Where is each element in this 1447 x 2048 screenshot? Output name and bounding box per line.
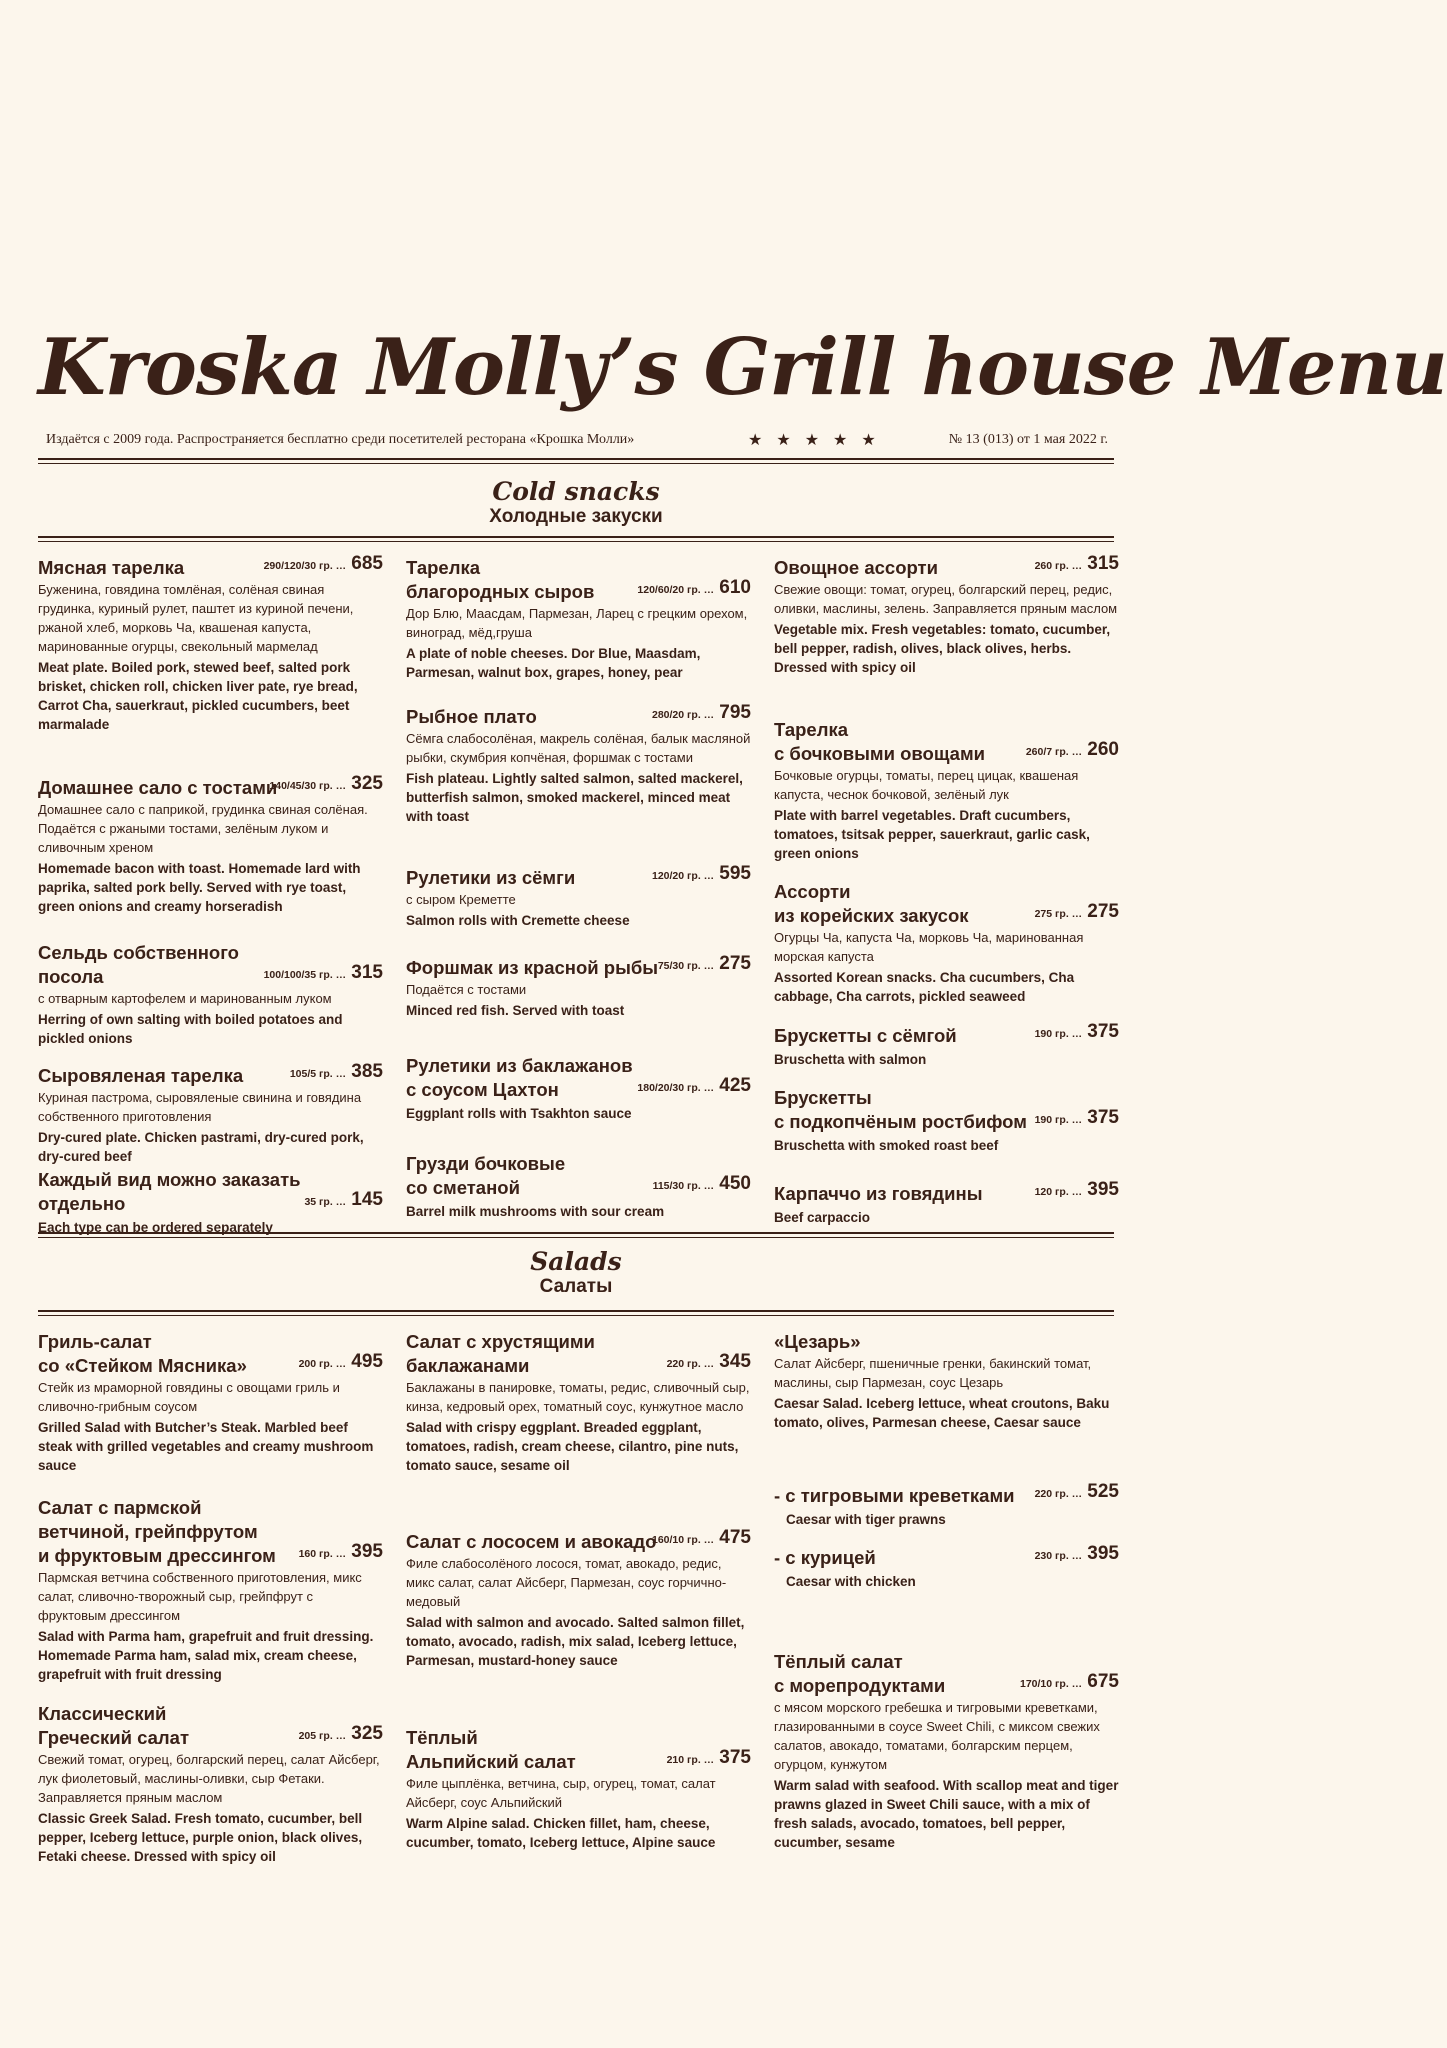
- divider: [38, 1310, 1114, 1316]
- item-description-en: Each type can be ordered separately: [38, 1220, 273, 1235]
- item-name-row: [774, 553, 1119, 580]
- item-name: и фруктовым дрессингом: [38, 1545, 276, 1566]
- item-name-line: Рулетики из баклажанов: [406, 1055, 633, 1076]
- price-group: [652, 1525, 751, 1552]
- item-description-en: Vegetable mix. Fresh vegetables: tomato, cucumber, bell pepper, radish, olives, black olives, herbs. Dressed with spicy oil: [774, 622, 1111, 675]
- menu-item: [406, 863, 751, 930]
- item-description-ru: Стейк из мраморной говядины с овощами гриль и сливочно-грибным соусом: [38, 1380, 340, 1414]
- item-name: с соусом Цахтон: [406, 1079, 559, 1100]
- item-description-en: Warm Alpine salad. Chicken fillet, ham, cheese, cucumber, tomato, Iceberg lettuce, Alpine sauce: [406, 1816, 716, 1850]
- item-name-line: Сельдь собственного: [38, 942, 239, 963]
- item-weight: 160 гр. …: [298, 1548, 347, 1560]
- item-name: Каждый вид можно заказать отдельно: [38, 1169, 301, 1214]
- menu-item: [406, 1330, 751, 1475]
- item-description-ru: Пармская ветчина собственного приготовления, микс салат, сливочно-творожный сыр, грейпфрут с фруктовым дрессингом: [38, 1570, 362, 1623]
- menu-item: [406, 702, 751, 826]
- item-weight: 115/30 гр. …: [652, 1180, 715, 1192]
- item-name-line: Тарелка: [774, 719, 849, 740]
- item-name-row: [774, 901, 1119, 928]
- menu-item: [774, 553, 1119, 677]
- item-name-row: [406, 702, 751, 729]
- menu-item: [774, 1650, 1119, 1852]
- item-name: Карпаччо из говядины: [774, 1183, 983, 1204]
- item-price: 345: [719, 1351, 751, 1372]
- item-price: 685: [351, 553, 383, 574]
- item-description-ru: Куриная пастрома, сыровяленые свинина и говядина собственного приготовления: [38, 1090, 362, 1124]
- item-name-row: [406, 1075, 751, 1102]
- item-description-en: Classic Greek Salad. Fresh tomato, cucumber, bell pepper, Iceberg lettuce, purple onion, black olives, Fetaki cheese. Dressed with spicy oil: [38, 1811, 363, 1864]
- item-description-en: Bruschetta with salmon: [774, 1052, 927, 1067]
- item-name-row: [38, 1351, 383, 1378]
- item-description-ru: Филе цыплёнка, ветчина, сыр, огурец, томат, салат Айсберг, соус Альпийский: [406, 1776, 716, 1810]
- item-description-ru: Салат Айсберг, пшеничные гренки, бакинский томат, маслины, сыр Пармезан, соус Цезарь: [774, 1356, 1092, 1390]
- item-price: 395: [351, 1541, 383, 1562]
- item-name-row: [38, 1723, 383, 1750]
- item-price: 375: [1087, 1107, 1119, 1128]
- menu-item: [38, 1496, 383, 1684]
- menu-item: [38, 1330, 383, 1475]
- item-description-ru: с мясом морского гребешка и тигровыми креветками, глазированными в соусе Sweet Chili, с миксом свежих салатов, авокадо, томатами, болгарским перцем, огурцом, кунжутом: [774, 1700, 1100, 1772]
- item-weight: 160/10 гр. …: [652, 1534, 715, 1546]
- price-group: [264, 960, 383, 987]
- menu-item: [38, 941, 383, 1048]
- item-name: Мясная тарелка: [38, 557, 185, 578]
- item-price: 275: [719, 953, 751, 974]
- price-group: [667, 1745, 751, 1772]
- item-description-en: Caesar Salad. Iceberg lettuce, wheat croutons, Baku tomato, olives, Parmesan cheese, Caesar sauce: [774, 1396, 1110, 1430]
- item-name-row: [406, 1747, 751, 1774]
- item-description-ru: Филе слабосолёного лосося, томат, авокадо, редис, микс салат, салат Айсберг, Пармезан, соус горчично-медовый: [406, 1556, 727, 1609]
- price-group: [652, 700, 751, 727]
- price-group: [658, 951, 751, 978]
- item-price: 325: [351, 1723, 383, 1744]
- item-description-ru: Домашнее сало с паприкой, грудинка свиная солёная. Подаётся с ржаными тостами, зелёным луком и сливочным хреном: [38, 802, 368, 855]
- item-name-row: [774, 1107, 1119, 1134]
- item-weight: 275 гр. …: [1034, 908, 1083, 920]
- item-weight: 180/20/30 гр. …: [637, 1082, 715, 1094]
- item-weight: 190 гр. …: [1034, 1028, 1083, 1040]
- item-name: «Цезарь»: [774, 1331, 861, 1352]
- item-name: благородных сыров: [406, 581, 595, 602]
- item-weight: 190 гр. …: [1034, 1114, 1083, 1126]
- item-description-en: Barrel milk mushrooms with sour cream: [406, 1204, 665, 1219]
- price-group: [1035, 1019, 1119, 1046]
- menu-title: Kroska Molly’s Grill house Menu: [38, 322, 1447, 413]
- item-description-en: Meat plate. Boiled pork, stewed beef, salted pork brisket, chicken roll, chicken liver pate, rye bread, Carrot Cha, sauerkraut, pickled cucumbers, beet marmalade: [38, 660, 358, 732]
- item-description-en: Assorted Korean snacks. Cha cucumbers, Cha cabbage, Cha carrots, pickled seaweed: [774, 970, 1075, 1004]
- item-description-ru: с сыром Креметте: [406, 892, 516, 907]
- menu-item: [774, 1330, 1119, 1432]
- item-price: 475: [719, 1527, 751, 1548]
- price-group: [264, 551, 383, 578]
- menu-item: [774, 1086, 1119, 1155]
- item-name: из корейских закусок: [774, 905, 969, 926]
- item-price: 395: [1087, 1543, 1119, 1564]
- item-description-en: Warm salad with seafood. With scallop meat and tiger prawns glazed in Sweet Chili sauce, with a mix of fresh salads, avocado, tomatoes, bell pepper, cucumber, sesame: [774, 1778, 1119, 1850]
- masthead-left: Издаётся с 2009 года. Распространяется бесплатно среди посетителей ресторана «Крошка Молли»: [46, 432, 635, 447]
- item-weight: 105/5 гр. …: [289, 1068, 347, 1080]
- item-description-en: Salmon rolls with Cremette cheese: [406, 913, 630, 928]
- item-name-line: Тёплый: [406, 1727, 478, 1748]
- item-name-row: [406, 863, 751, 890]
- item-price: 145: [351, 1189, 383, 1210]
- item-name: баклажанами: [406, 1355, 530, 1376]
- price-group: [1035, 1541, 1119, 1568]
- menu-item: [38, 553, 383, 734]
- item-description-en: Caesar with tiger prawns: [786, 1512, 946, 1527]
- item-name-row: [38, 962, 383, 989]
- section-title-en: Cold snacks: [492, 477, 660, 506]
- price-group: [652, 861, 751, 888]
- item-name-line: Тёплый салат: [774, 1651, 903, 1672]
- item-weight: 290/120/30 гр. …: [263, 560, 347, 572]
- item-description-en: Salad with Parma ham, grapefruit and fruit dressing. Homemade Parma ham, salad mix, cream cheese, grapefruit with fruit dressing: [38, 1629, 374, 1682]
- item-price: 450: [719, 1173, 751, 1194]
- item-name-row: [406, 1173, 751, 1200]
- item-name-line: Салат с хрустящими: [406, 1331, 595, 1352]
- item-price: 325: [351, 773, 383, 794]
- item-description-ru: с отварным картофелем и маринованным луком: [38, 991, 332, 1006]
- item-name-line: Тарелка: [406, 557, 481, 578]
- item-name: - с курицей: [774, 1547, 876, 1568]
- item-name-row: [406, 1527, 751, 1554]
- menu-item: [406, 1726, 751, 1852]
- item-description-en: Eggplant rolls with Tsakhton sauce: [406, 1106, 632, 1121]
- item-price: 395: [1087, 1179, 1119, 1200]
- item-name-row: [38, 1061, 383, 1088]
- masthead-line: [38, 432, 1114, 452]
- item-description-en: Salad with salmon and avocado. Salted salmon fillet, tomato, avocado, radish, mix salad, Iceberg lettuce, Parmesan, mustard-honey sauce: [406, 1615, 745, 1668]
- item-name-line: Гриль-салат: [38, 1331, 152, 1352]
- price-group: [667, 1349, 751, 1376]
- price-group: [1035, 1479, 1119, 1506]
- item-description-ru: Буженина, говядина томлёная, солёная свиная грудинка, куриный рулет, паштет из куриной печени, ржаной хлеб, морковь Ча, квашеная капуста, маринованные огурцы, свекольный мармелад: [38, 582, 354, 654]
- item-weight: 120/60/20 гр. …: [637, 584, 715, 596]
- price-group: [1035, 551, 1119, 578]
- item-price: 315: [351, 962, 383, 983]
- item-name-row: [38, 1168, 383, 1216]
- item-name-line: Грузди бочковые: [406, 1153, 566, 1174]
- divider: [38, 536, 1114, 542]
- item-weight: 280/20 гр. …: [652, 709, 715, 721]
- item-description-en: Salad with crispy eggplant. Breaded eggplant, tomatoes, radish, cream cheese, cilantro, pine nuts, tomato sauce, sesame oil: [406, 1420, 739, 1473]
- item-name: Домашнее сало с тостами: [38, 777, 278, 798]
- section-title-en: Salads: [530, 1247, 622, 1276]
- item-description-en: Caesar with chicken: [786, 1574, 916, 1589]
- item-name-line: Классический: [38, 1703, 167, 1724]
- item-description-ru: Сёмга слабосолёная, макрель солёная, балык масляной рыбки, скумбрия копчёная, форшмак с тостами: [406, 731, 751, 765]
- item-price: 375: [1087, 1021, 1119, 1042]
- item-name: Салат с лососем и авокадо: [406, 1531, 657, 1552]
- menu-item: [774, 718, 1119, 863]
- menu-item: [38, 773, 383, 916]
- item-name-row: [406, 953, 751, 980]
- item-price: 425: [719, 1075, 751, 1096]
- section-title-ru: Холодные закуски: [489, 506, 663, 527]
- item-price: 260: [1087, 739, 1119, 760]
- stars-icon: ★★★★★: [748, 432, 890, 449]
- item-weight: 220 гр. …: [1034, 1488, 1083, 1500]
- item-price: 610: [719, 577, 751, 598]
- item-name: с морепродуктами: [774, 1675, 946, 1696]
- item-description-ru: Баклажаны в панировке, томаты, редис, сливочный сыр, кинза, кедровый орех, томатный соус, кунжутное масло: [406, 1380, 750, 1414]
- price-group: [290, 1059, 383, 1086]
- issue-number: № 13 (013) от 1 мая 2022 г.: [948, 432, 1108, 447]
- item-name-line: Салат с пармской: [38, 1497, 202, 1518]
- item-price: 525: [1087, 1481, 1119, 1502]
- item-weight: 170/10 гр. …: [1020, 1678, 1083, 1690]
- item-price: 495: [351, 1351, 383, 1372]
- item-name: Брускетты с сёмгой: [774, 1025, 957, 1046]
- item-description-ru: Свежие овощи: томат, огурец, болгарский перец, редис, оливки, маслины, зелень. Заправляется пряным маслом: [774, 582, 1118, 616]
- item-name: - с тигровыми креветками: [774, 1485, 1015, 1506]
- item-name: Рыбное плато: [406, 706, 537, 727]
- item-name: Овощное ассорти: [774, 557, 938, 578]
- item-name-row: [406, 577, 751, 604]
- item-weight: 200 гр. …: [298, 1358, 347, 1370]
- item-name: со «Стейком Мясника»: [38, 1355, 247, 1376]
- item-weight: 75/30 гр. …: [657, 960, 715, 972]
- divider: [38, 1232, 1114, 1238]
- price-group: [1020, 1669, 1119, 1696]
- item-name-row: [774, 1543, 1119, 1570]
- price-group: [1035, 1177, 1119, 1204]
- menu-item: [774, 1543, 1119, 1591]
- item-name: Греческий салат: [38, 1727, 190, 1748]
- item-name-row: [774, 1021, 1119, 1048]
- price-group: [269, 771, 383, 798]
- salads-heading: [38, 1248, 1114, 1298]
- item-name-row: [406, 1351, 751, 1378]
- menu-item: [38, 1702, 383, 1866]
- menu-item: [774, 1179, 1119, 1227]
- price-group: [637, 1073, 751, 1100]
- menu-item: [38, 1061, 383, 1166]
- price-group: [299, 1349, 383, 1376]
- price-group: [299, 1539, 383, 1566]
- menu-item: [774, 880, 1119, 1006]
- item-weight: 260/7 гр. …: [1025, 746, 1083, 758]
- divider: [38, 458, 1114, 464]
- item-description-ru: Свежий томат, огурец, болгарский перец, салат Айсберг, лук фиолетовый, маслины-оливки, сыр Фетаки. Заправляется пряным маслом: [38, 1752, 380, 1805]
- item-description-en: Beef carpaccio: [774, 1210, 871, 1225]
- price-group: [304, 1187, 383, 1214]
- item-weight: 205 гр. …: [298, 1730, 347, 1742]
- menu-item: [774, 1481, 1119, 1529]
- item-description-ru: Дор Блю, Маасдам, Пармезан, Ларец с грецким орехом, виноград, мёд,груша: [406, 606, 748, 640]
- price-group: [1035, 899, 1119, 926]
- item-price: 385: [351, 1061, 383, 1082]
- item-description-ru: Бочковые огурцы, томаты, перец цицак, квашеная капуста, чеснок бочковой, зелёный лук: [774, 768, 1079, 802]
- item-name-row: [774, 1330, 1119, 1354]
- item-name: Альпийский салат: [406, 1751, 576, 1772]
- item-name: с бочковыми овощами: [774, 743, 986, 764]
- item-weight: 220 гр. …: [666, 1358, 715, 1370]
- price-group: [1026, 737, 1119, 764]
- item-description-en: Plate with barrel vegetables. Draft cucumbers, tomatoes, tsitsak pepper, sauerkraut, garlic cask, green onions: [774, 808, 1090, 861]
- item-description-en: A plate of noble cheeses. Dor Blue, Maasdam, Parmesan, walnut box, grapes, honey, pear: [406, 646, 701, 680]
- menu-item: [774, 1021, 1119, 1069]
- item-description-en: Herring of own salting with boiled potatoes and pickled onions: [38, 1012, 343, 1046]
- item-description-en: Homemade bacon with toast. Homemade lard with paprika, salted pork belly. Served with rye toast, green onions and creamy horseradish: [38, 861, 361, 914]
- item-name-line: Брускетты: [774, 1087, 872, 1108]
- item-name-row: [38, 1541, 383, 1568]
- menu-item: [406, 556, 751, 682]
- item-description-ru: Огурцы Ча, капуста Ча, морковь Ча, маринованная морская капуста: [774, 930, 1084, 964]
- item-name: Форшмак из красной рыбы: [406, 957, 659, 978]
- item-description-en: Dry-cured plate. Chicken pastrami, dry-cured pork, dry-cured beef: [38, 1130, 364, 1164]
- item-name: Рулетики из сёмги: [406, 867, 576, 888]
- item-name: Сыровяленая тарелка: [38, 1065, 244, 1086]
- item-price: 275: [1087, 901, 1119, 922]
- item-name: со сметаной: [406, 1177, 520, 1198]
- item-name-row: [774, 1671, 1119, 1698]
- menu-item: [406, 953, 751, 1020]
- item-name: с подкопчёным ростбифом: [774, 1111, 1027, 1132]
- item-name-line: Ассорти: [774, 881, 851, 902]
- item-description-ru: Подаётся с тостами: [406, 982, 527, 997]
- item-weight: 35 гр. …: [304, 1196, 347, 1208]
- item-weight: 120/20 гр. …: [652, 870, 715, 882]
- item-description-en: Grilled Salad with Butcher’s Steak. Marbled beef steak with grilled vegetables and creamy mushroom sauce: [38, 1420, 374, 1473]
- item-weight: 100/100/35 гр. …: [263, 969, 347, 981]
- item-name: посола: [38, 966, 104, 987]
- item-weight: 140/45/30 гр. …: [269, 780, 347, 792]
- item-weight: 230 гр. …: [1034, 1550, 1083, 1562]
- menu-item: [406, 1054, 751, 1123]
- item-name-row: [774, 1481, 1119, 1508]
- price-group: [637, 575, 751, 602]
- price-group: [1035, 1105, 1119, 1132]
- price-group: [653, 1171, 751, 1198]
- item-weight: 260 гр. …: [1034, 560, 1083, 572]
- section-title-ru: Салаты: [539, 1276, 613, 1297]
- item-name-row: [774, 739, 1119, 766]
- item-price: 675: [1087, 1671, 1119, 1692]
- item-price: 315: [1087, 553, 1119, 574]
- menu-item: [38, 1168, 383, 1237]
- price-group: [299, 1721, 383, 1748]
- item-description-en: Bruschetta with smoked roast beef: [774, 1138, 999, 1153]
- item-price: 375: [719, 1747, 751, 1768]
- item-name-row: [38, 553, 383, 580]
- menu-item: [406, 1527, 751, 1670]
- item-price: 595: [719, 863, 751, 884]
- item-weight: 120 гр. …: [1034, 1186, 1083, 1198]
- item-description-en: Minced red fish. Served with toast: [406, 1003, 625, 1018]
- item-description-en: Fish plateau. Lightly salted salmon, salted mackerel, butterfish salmon, smoked mackerel, minced meat with toast: [406, 771, 743, 824]
- cold-snacks-heading: [38, 478, 1114, 528]
- item-weight: 210 гр. …: [666, 1754, 715, 1766]
- item-name-row: [774, 1179, 1119, 1206]
- item-price: 795: [719, 702, 751, 723]
- item-name-row: [38, 773, 383, 800]
- menu-item: [406, 1152, 751, 1221]
- item-name-line: ветчиной, грейпфрутом: [38, 1521, 258, 1542]
